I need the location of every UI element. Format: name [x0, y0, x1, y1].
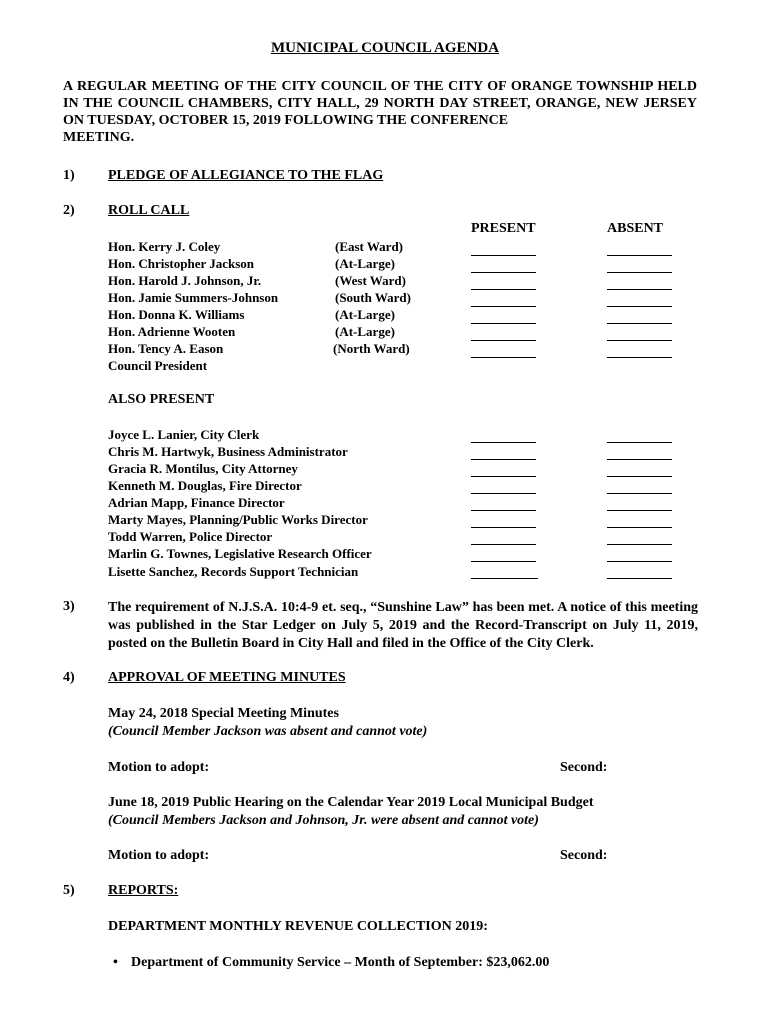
absent-signature-line: [607, 442, 672, 443]
also-present-label: ALSO PRESENT: [108, 392, 215, 407]
member-name: Hon. Adrienne Wooten: [108, 324, 236, 339]
absent-signature-line: [607, 272, 672, 273]
present-signature-line: [471, 493, 536, 494]
section-heading-roll-call: ROLL CALL: [108, 203, 190, 218]
present-signature-line: [471, 272, 536, 273]
staff-name: Gracia R. Montilus, City Attorney: [108, 461, 298, 476]
sunshine-law-notice: The requirement of N.J.S.A. 10:4-9 et. seq., “Sunshine Law” has been met. A notice of this meeting was published in the Star Ledger on July 5, 2019 and the Record-Transcript on July 11, 2019, posted on the Bulletin Board in City Hall and filed in the Office of the City Clerk.: [108, 600, 698, 651]
member-name: Hon. Christopher Jackson: [108, 256, 255, 271]
motion-label: Motion to adopt:: [108, 848, 210, 863]
section-number: 2): [63, 203, 75, 218]
minutes-title: June 18, 2019 Public Hearing on the Calendar Year 2019 Local Municipal Budget: [108, 795, 594, 810]
absent-signature-line: [607, 544, 672, 545]
meeting-intro-text: A REGULAR MEETING OF THE CITY COUNCIL OF THE CITY OF ORANGE TOWNSHIP HELD IN THE COUNCIL CHAMBERS, CITY HALL, 29 NORTH DAY STREET, ORANGE, NEW JERSEY ON TUESDAY, OCTOBER 15, 2019 FOLLOWING THE CONFERENCE: [63, 79, 697, 128]
staff-name: Todd Warren, Police Director: [108, 529, 273, 544]
absent-signature-line: [607, 340, 672, 341]
present-signature-line: [471, 459, 536, 460]
section-number: 3): [63, 599, 75, 614]
meeting-intro-last-line: MEETING.: [63, 130, 135, 145]
member-name: Hon. Donna K. Williams: [108, 307, 245, 322]
absent-signature-line: [607, 527, 672, 528]
page-title: MUNICIPAL COUNCIL AGENDA: [270, 40, 500, 56]
present-signature-line: [471, 442, 536, 443]
second-label: Second:: [560, 848, 608, 863]
absent-signature-line: [607, 510, 672, 511]
revenue-subheading: DEPARTMENT MONTHLY REVENUE COLLECTION 2019:: [108, 919, 488, 934]
staff-name: Marlin G. Townes, Legislative Research Officer: [108, 546, 372, 561]
present-signature-line: [471, 323, 536, 324]
motion-label: Motion to adopt:: [108, 760, 210, 775]
section-heading-reports: REPORTS:: [108, 883, 179, 898]
member-ward: (West Ward): [335, 273, 406, 288]
meeting-intro: [63, 78, 697, 146]
present-signature-line: [471, 527, 536, 528]
staff-name: Adrian Mapp, Finance Director: [108, 495, 285, 510]
member-name: Hon. Kerry J. Coley: [108, 239, 221, 254]
member-ward: (South Ward): [335, 290, 411, 305]
staff-name: Kenneth M. Douglas, Fire Director: [108, 478, 302, 493]
present-signature-line: [471, 306, 536, 307]
absent-signature-line: [607, 578, 672, 579]
absent-signature-line: [607, 561, 672, 562]
present-column-header: PRESENT: [471, 221, 536, 236]
present-signature-line: [471, 289, 536, 290]
member-name: Hon. Tency A. Eason: [108, 341, 224, 356]
member-ward: (At-Large): [335, 256, 395, 271]
second-label: Second:: [560, 760, 608, 775]
present-signature-line: [471, 255, 536, 256]
member-ward: (East Ward): [335, 239, 404, 254]
bullet-icon: •: [113, 955, 118, 970]
present-signature-line: [471, 561, 536, 562]
section-number: 4): [63, 670, 75, 685]
revenue-item: Department of Community Service – Month of September: $23,062.00: [131, 955, 550, 970]
absent-signature-line: [607, 306, 672, 307]
absent-signature-line: [607, 357, 672, 358]
present-signature-line: [471, 578, 538, 579]
member-ward: (At-Large): [335, 307, 395, 322]
absent-column-header: ABSENT: [607, 221, 664, 236]
present-signature-line: [471, 510, 536, 511]
section-heading-pledge: PLEDGE OF ALLEGIANCE TO THE FLAG: [108, 168, 384, 183]
staff-name: Chris M. Hartwyk, Business Administrator: [108, 444, 348, 459]
minutes-title: May 24, 2018 Special Meeting Minutes: [108, 706, 339, 721]
section-heading-minutes: APPROVAL OF MEETING MINUTES: [108, 670, 346, 685]
present-signature-line: [471, 340, 536, 341]
absent-signature-line: [607, 289, 672, 290]
staff-name: Marty Mayes, Planning/Public Works Director: [108, 512, 368, 527]
minutes-note: (Council Members Jackson and Johnson, Jr. were absent and cannot vote): [108, 813, 539, 828]
absent-signature-line: [607, 255, 672, 256]
present-signature-line: [471, 476, 536, 477]
section-number: 5): [63, 883, 75, 898]
member-name: Hon. Harold J. Johnson, Jr.: [108, 273, 262, 288]
absent-signature-line: [607, 493, 672, 494]
staff-name: Joyce L. Lanier, City Clerk: [108, 427, 260, 442]
section-number: 1): [63, 168, 75, 183]
member-name: Hon. Jamie Summers-Johnson: [108, 290, 279, 305]
council-president-label: Council President: [108, 358, 208, 373]
present-signature-line: [471, 357, 536, 358]
present-signature-line: [471, 544, 536, 545]
member-ward: (North Ward): [333, 341, 410, 356]
member-ward: (At-Large): [335, 324, 395, 339]
absent-signature-line: [607, 476, 672, 477]
absent-signature-line: [607, 459, 672, 460]
staff-name: Lisette Sanchez, Records Support Technician: [108, 564, 359, 579]
minutes-note: (Council Member Jackson was absent and cannot vote): [108, 724, 428, 739]
absent-signature-line: [607, 323, 672, 324]
